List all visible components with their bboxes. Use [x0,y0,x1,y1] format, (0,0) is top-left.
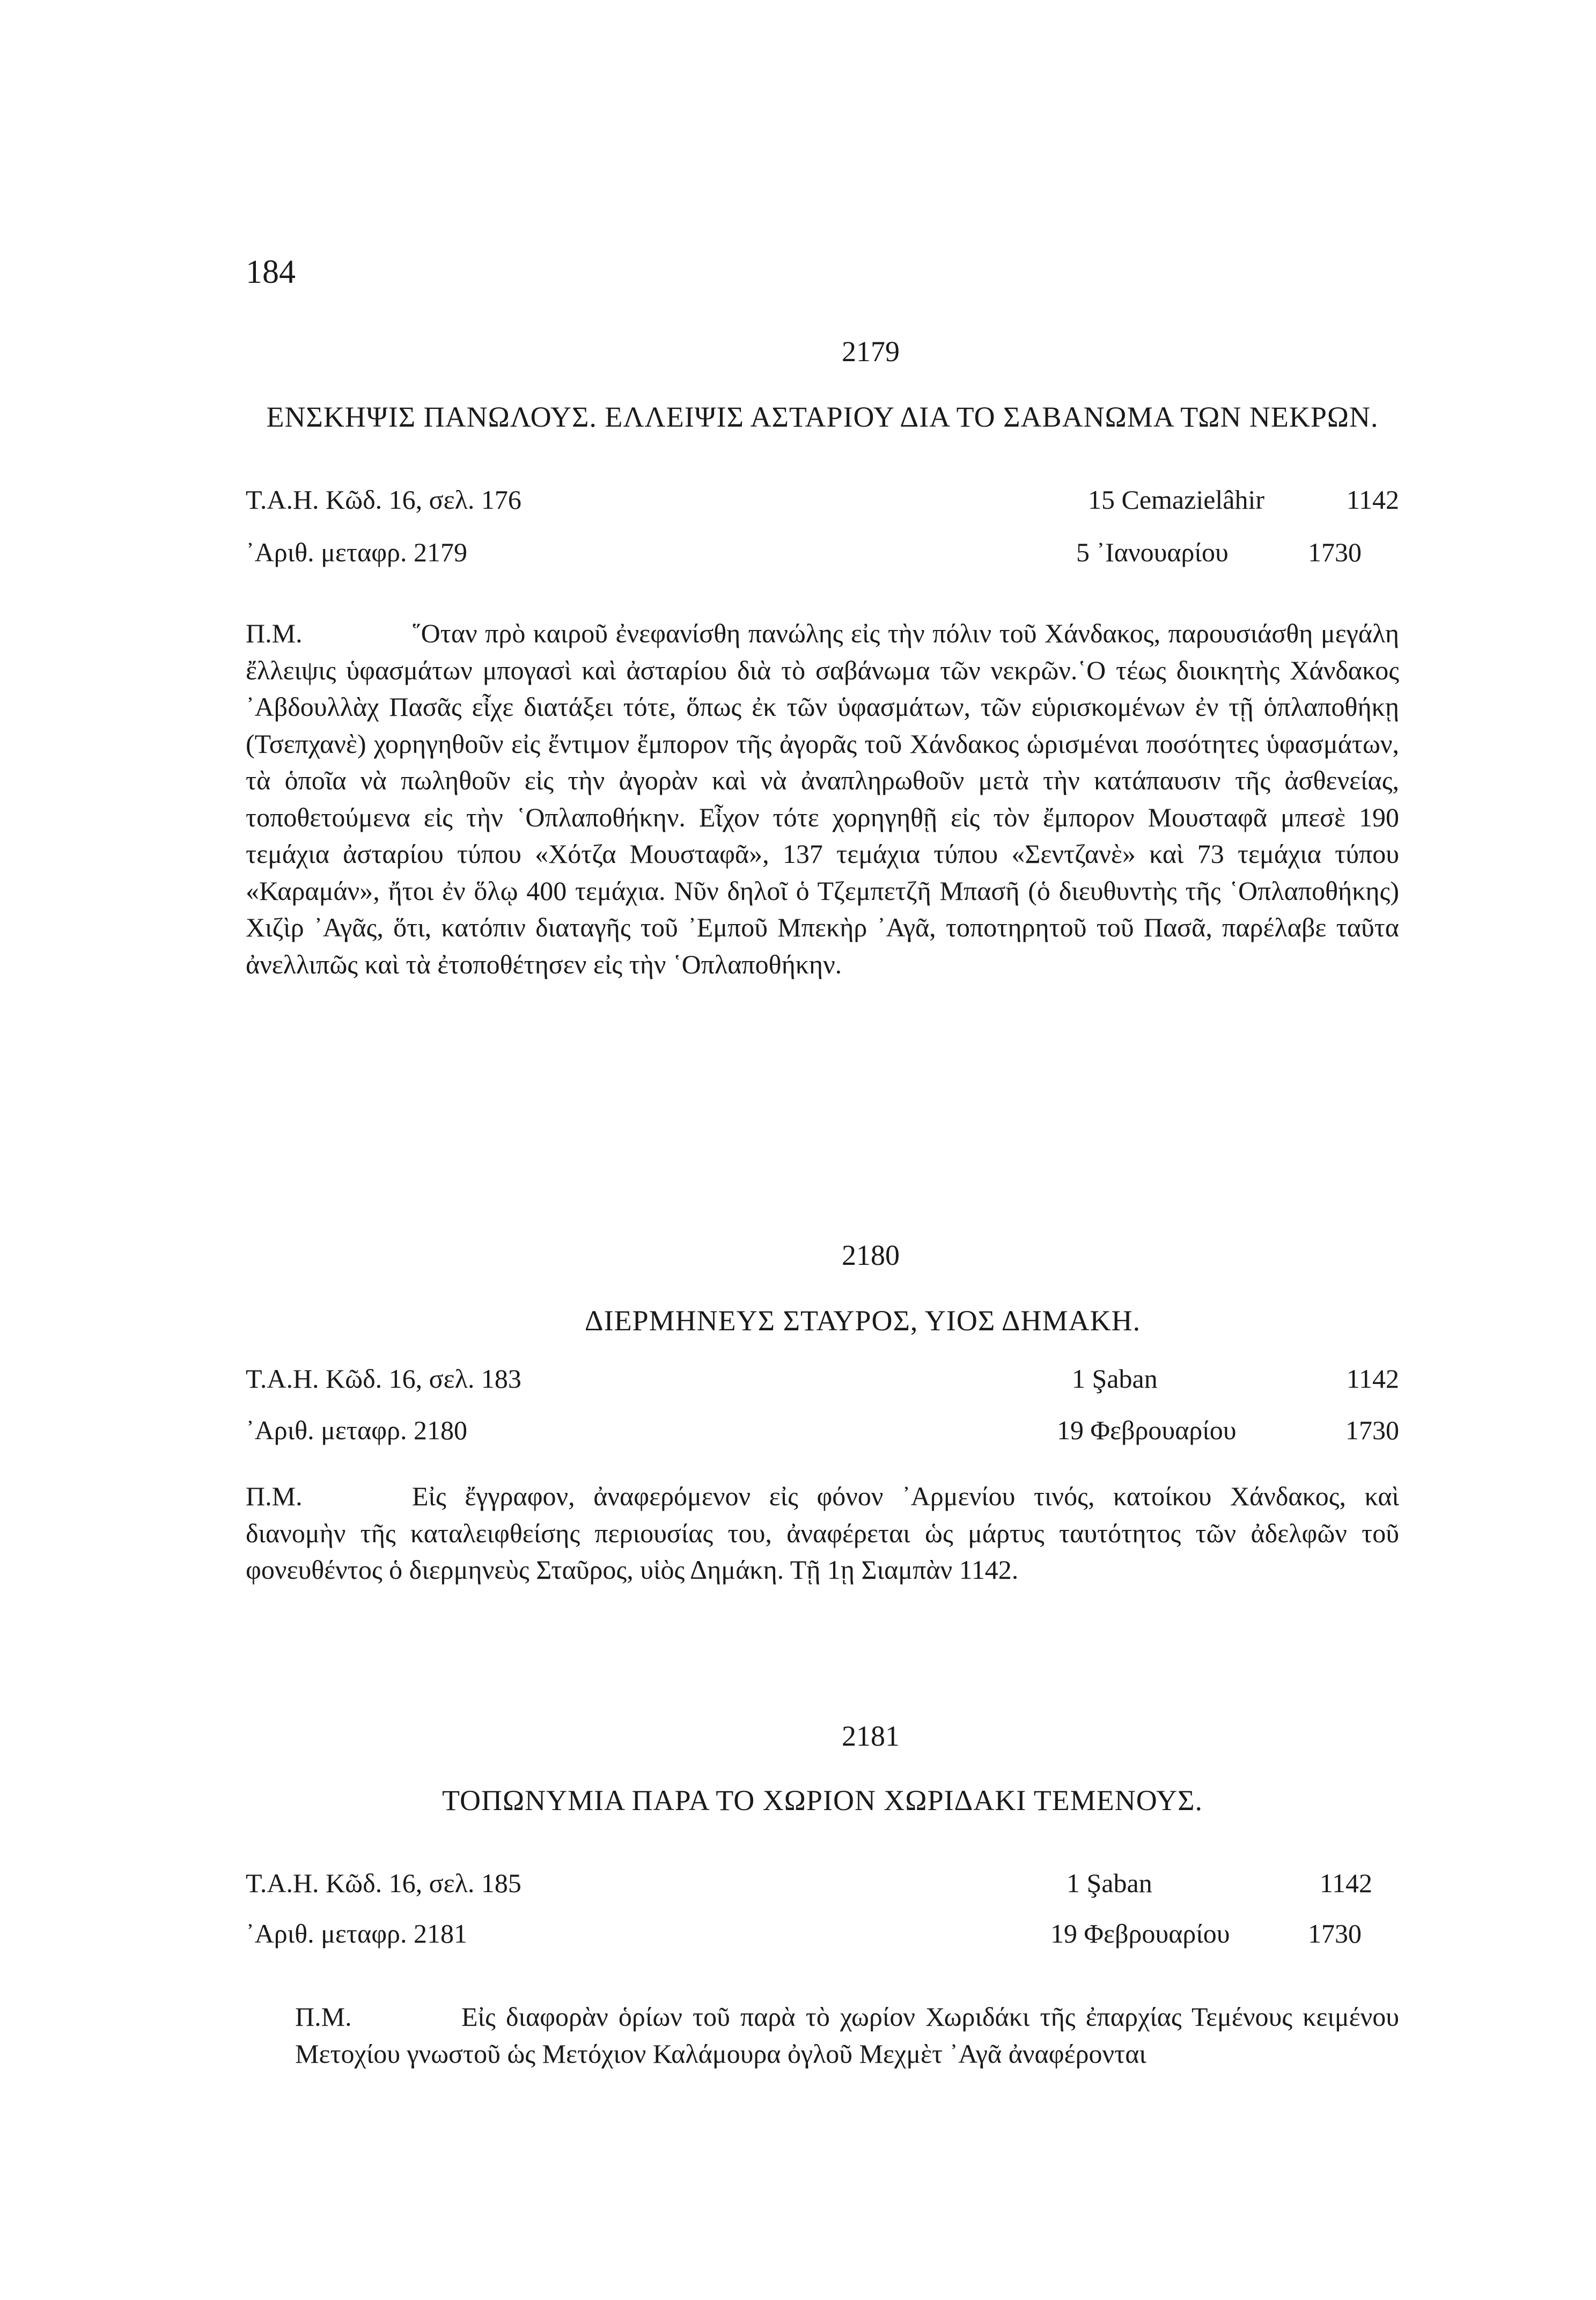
page-number: 184 [246,254,296,290]
entry-meta [246,486,1399,594]
translation-number: ᾿Αριθ. μεταφρ. 2181 [246,1918,468,1949]
entry-summary [246,615,1399,983]
hijri-date: 15 Cemazielâhir [1088,485,1265,515]
translation-number: ᾿Αριθ. μεταφρ. 2180 [246,1415,468,1445]
entry-summary [246,1998,1399,2072]
gregorian-date: 19 Φεβρουαρίου [1057,1415,1237,1445]
gregorian-year: 1730 [1308,537,1362,567]
entry-title: ΔΙΕΡΜΗΝΕΥΣ ΣΤΑΥΡΟΣ, ΥΙΟΣ ΔΗΜΑΚΗ. [584,1305,1141,1337]
summary-label: Π.Μ. [246,618,303,648]
source-reference: Τ.Α.Η. Κῶδ. 16, σελ. 176 [246,485,521,515]
entry-number: 2181 [842,1720,900,1752]
source-reference: Τ.Α.Η. Κῶδ. 16, σελ. 183 [246,1364,521,1394]
summary-text: Εἰς ἔγγραφον, ἀναφερόμενον εἰς φόνον ᾿Αρμενίου τινός, κατοίκου Χάνδακος, καὶ διανομὴν τῆς καταλειφθείσης περιουσίας του, ἀναφέρεται ὡς μάρτυς ταυτότητος τῶν ἀδελφῶν τοῦ φονευθέντος ὁ διερμηνεὺς Σταῦρος, υἱὸς Δημάκη. Τῇ 1ῃ Σιαμπὰν 1142. [246,1481,1399,1585]
entry-2180 [246,1241,1399,1588]
entry-number: 2180 [842,1239,900,1271]
entry-meta [246,1365,1399,1473]
hijri-year: 1142 [1319,1868,1372,1898]
hijri-year: 1142 [1346,1364,1399,1394]
entry-title: ΕΝΣΚΗΨΙΣ ΠΑΝΩΛΟΥΣ. ΕΛΛΕΙΨΙΣ ΑΣΤΑΡΙΟΥ ΔΙΑ ΤΟ ΣΑΒΑΝΩΜΑ ΤΩΝ ΝΕΚΡΩΝ. [266,401,1379,433]
entry-2179 [246,337,1399,983]
gregorian-date: 5 ᾿Ιανουαρίου [1076,537,1229,567]
source-reference: Τ.Α.Η. Κῶδ. 16, σελ. 185 [246,1868,521,1898]
entry-summary [246,1478,1399,1588]
gregorian-date: 19 Φεβρουαρίου [1050,1918,1230,1949]
summary-text: ῞Οταν πρὸ καιροῦ ἐνεφανίσθη πανώλης εἰς τὴν πόλιν τοῦ Χάνδακος, παρουσιάσθη μεγάλη ἔλλειψις ὑφασμάτων μπογασὶ καὶ ἀσταρίου διὰ τὸ σαβάνωμα τῶν νεκρῶν.῾Ο τέως διοικητὴς Χάνδακος ᾿Αβδουλλὰχ Πασᾶς εἶχε διατάξει τότε, ὅπως ἐκ τῶν ὑφασμάτων, τῶν εὑρισκομένων ἐν τῇ ὁπλαποθήκῃ (Τσεπχανὲ) χορηγηθοῦν εἰς ἔντιμον ἔμπορον τῆς ἀγορᾶς τοῦ Χάνδακος ὡρισμέναι ποσότητες ὑφασμάτων, τὰ ὁποῖα νὰ πωληθοῦν εἰς τὴν ἀγορὰν καὶ νὰ ἀναπληρωθοῦν μετὰ τὴν κατάπαυσιν τῆς ἀσθενείας, τοποθετούμενα εἰς τὴν ῾Οπλαποθήκην. Εἶχον τότε χορηγηθῇ εἰς τὸν ἔμπορον Μουσταφᾶ μπεσὲ 190 τεμάχια ἀσταρίου τύπου «Χότζα Μουσταφᾶ», 137 τεμάχια τύπου «Σεντζανὲ» καὶ 73 τεμάχια τύπου «Καραμάν», ἤτοι ἐν ὅλῳ 400 τεμάχια. Νῦν δηλοῖ ὁ Τζεμπετζῆ Μπασῆ (ὁ διευθυντὴς τῆς ῾Οπλαποθήκης) Χιζὶρ ᾿Αγᾶς, ὅτι, κατόπιν διαταγῆς τοῦ ᾿Εμποῦ Μπεκὴρ ᾿Αγᾶ, τοποτηρητοῦ τοῦ Πασᾶ, παρέλαβε ταῦτα ἀνελλιπῶς καὶ τὰ ἐτοποθέτησεν εἰς τὴν ῾Οπλαποθήκην. [246,618,1399,979]
summary-label: Π.Μ. [246,1481,303,1511]
entry-number: 2179 [842,335,900,368]
hijri-year: 1142 [1346,485,1399,515]
hijri-date: 1 Şaban [1072,1364,1158,1394]
gregorian-year: 1730 [1345,1415,1399,1445]
gregorian-year: 1730 [1308,1918,1362,1949]
summary-label: Π.Μ. [295,2002,352,2032]
entry-2181 [246,1722,1399,2072]
entry-meta [246,1870,1399,1977]
translation-number: ᾿Αριθ. μεταφρ. 2179 [246,537,468,567]
summary-text: Εἰς διαφορὰν ὁρίων τοῦ παρὰ τὸ χωρίον Χωριδάκι τῆς ἐπαρχίας Τεμένους κειμένου Μετοχίου γνωστοῦ ὡς Μετόχιον Καλάμουρα ὀγλοῦ Μεχμὲτ ᾿Αγᾶ ἀναφέρονται [295,2002,1399,2069]
entry-title: ΤΟΠΩΝΥΜΙΑ ΠΑΡΑ ΤΟ ΧΩΡΙΟΝ ΧΩΡΙΔΑΚΙ ΤΕΜΕΝΟΥΣ. [442,1784,1203,1816]
hijri-date: 1 Şaban [1067,1868,1152,1898]
